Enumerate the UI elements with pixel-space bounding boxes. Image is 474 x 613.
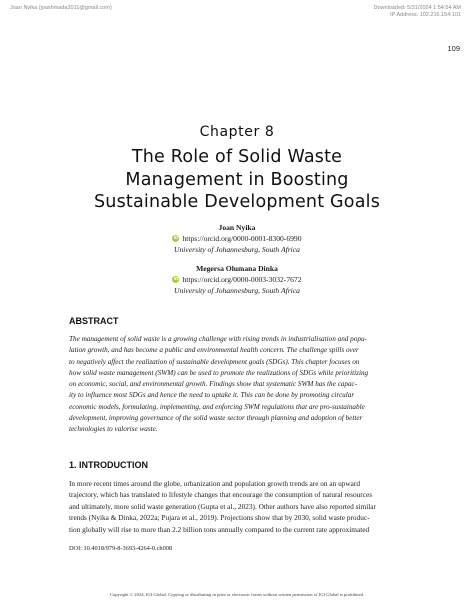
orcid-row [0,233,474,244]
author-affiliation: University of Johannesburg, South Africa [174,286,300,295]
orcid-row [0,274,474,285]
download-info-header [374,5,461,19]
abstract-line: lation growth, and has become a public and environmental health concern. The challenge spills over [69,346,359,355]
introduction-line: trends (Nyika & Dinka, 2022a; Pujara et al., 2019). Projections show that by 2030, solid waste produc- [69,513,370,523]
chapter-title-line: Sustainable Development Goals [93,192,381,212]
doi-text: DOI: 10.4018/979-8-3693-4264-0.ch008 [69,545,173,552]
download-timestamp: Downloaded: 5/31/2024 1:54:54 AM [373,5,461,11]
introduction-heading: 1. INTRODUCTION [69,460,149,470]
abstract-text [69,334,405,435]
orcid-link[interactable]: https://orcid.org/0000-0001-8300-6990 [182,234,302,243]
author-name: Megersa Olumana Dinka [196,264,278,273]
ip-address: IP Address: 102.216.154.101 [390,12,461,18]
author-block [0,222,474,255]
chapter-title [0,146,474,214]
download-user-header: Joan Nyika (joashmada2011@gmail.com) [10,5,112,11]
chapter-title-line: The Role of Solid Waste [131,147,343,167]
abstract-line: how solid waste management (SWM) can be used to promote the realizations of SDGs while prioritizing [69,368,369,377]
introduction-line: and ultimately, more solid waste generation (Gupta et al., 2023). Other authors have also reported similar [69,501,376,511]
abstract-line: on economic, social, and environmental growth. Findings show that systematic SWM has the capac- [69,380,358,388]
introduction-line: In more recent times around the globe, urbanization and population growth trends are on an upward [69,479,360,488]
orcid-icon: iD [173,235,179,241]
page-number: 109 [447,44,460,53]
introduction-text [69,478,405,535]
introduction-line: tion globally will rise to more than 2.2 billion tons annually compared to the current rate approximated [69,524,370,534]
abstract-line: economic models, formulating, implementing, and enforcing SWM regulations that are pro-sustainable [69,402,365,411]
abstract-line: to negatively affect the realization of sustainable development goals (SDGs). This chapter focuses on [69,357,360,366]
abstract-line: The management of solid waste is a growing challenge with rising trends in industrialisation and popu- [69,335,367,343]
copyright-footer: Copyright © 2024, IGI Global. Copying or distributing in print or electronic forms without written permission of IGI Global is prohibited. [109,592,365,597]
abstract-line: technologies to valorise waste. [69,425,158,433]
introduction-line: trajectory, which has translated to lifestyle changes that encourage the consumption of natural resources [69,490,373,500]
orcid-icon: iD [173,276,179,282]
author-affiliation: University of Johannesburg, South Africa [174,245,300,254]
orcid-link[interactable]: https://orcid.org/0000-0003-3032-7672 [182,275,302,284]
chapter-label: Chapter 8 [199,124,275,140]
author-block [0,263,474,296]
chapter-title-line: Management in Boosting [125,169,349,190]
author-name: Joan Nyika [218,223,256,232]
abstract-heading: ABSTRACT [69,316,119,326]
abstract-line: development, improving governance of the solid waste sector through planning and adoption of better [69,413,363,422]
abstract-line: ity to influence most SDGs and hence the need to uptake it. This can be done by promoting circular [69,391,355,400]
